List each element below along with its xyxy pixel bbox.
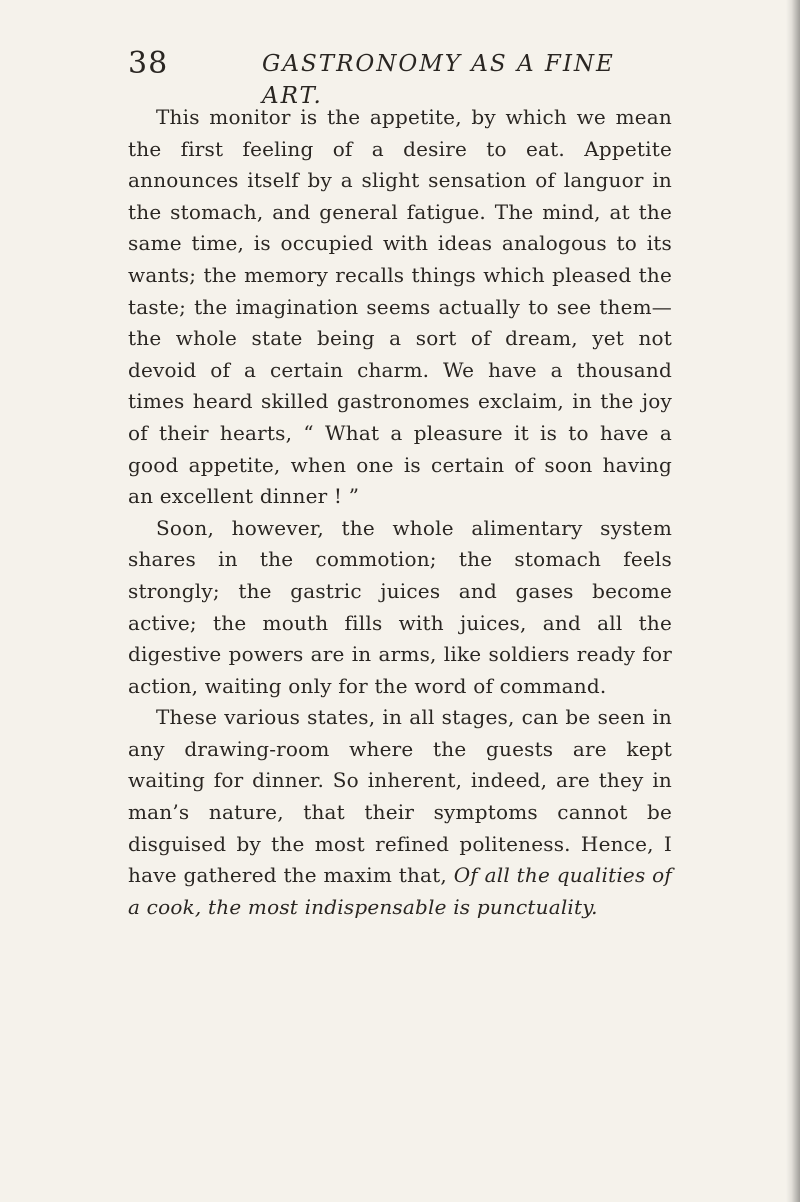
paragraph-drawing-room [128, 702, 672, 923]
paragraph-alimentary-system: Soon, however, the whole alimentary system shares in the commotion; the stomach feels strongly; the gastric juices and gases become active; the mouth fills with juices, and all the digestive powers are in arms, like soldiers ready for action, waiting only for the word of command. [128, 515, 672, 698]
page-number: 38 [128, 46, 169, 81]
paragraph-drawing-room-text: These various states, in all stages, can be seen in any drawing-room where the guests are kept waiting for dinner. So inherent, indeed, are they in man’s nature, that their symptoms cannot be disguised by the most refined politeness. Hence, I have gathered the maxim that, [128, 705, 672, 888]
maxim-punctuality: Of all the qualities of a cook, the most indispensable is punctuality. [128, 863, 672, 919]
paragraph-appetite: This monitor is the appetite, by which we mean the first feeling of a desire to eat. Appetite announces itself by a slight sensation of languor in the stomach, and general fatigue. The mind, at the same time, is occupied with ideas analogous to its wants; the memory recalls things which pleased the taste; the imagination seems actually to see them—the whole state being a sort of dream, yet not devoid of a certain charm. We have a thousand times heard skilled gastronomes exclaim, in the joy of their hearts, “ What a pleasure it is to have a good appetite, when one is certain of soon having an excellent dinner ! ” [128, 105, 672, 509]
running-title: GASTRONOMY AS A FINE ART. [262, 51, 615, 109]
page-header [128, 46, 668, 109]
body-text [128, 102, 672, 923]
page-edge-shadow [786, 0, 800, 1202]
